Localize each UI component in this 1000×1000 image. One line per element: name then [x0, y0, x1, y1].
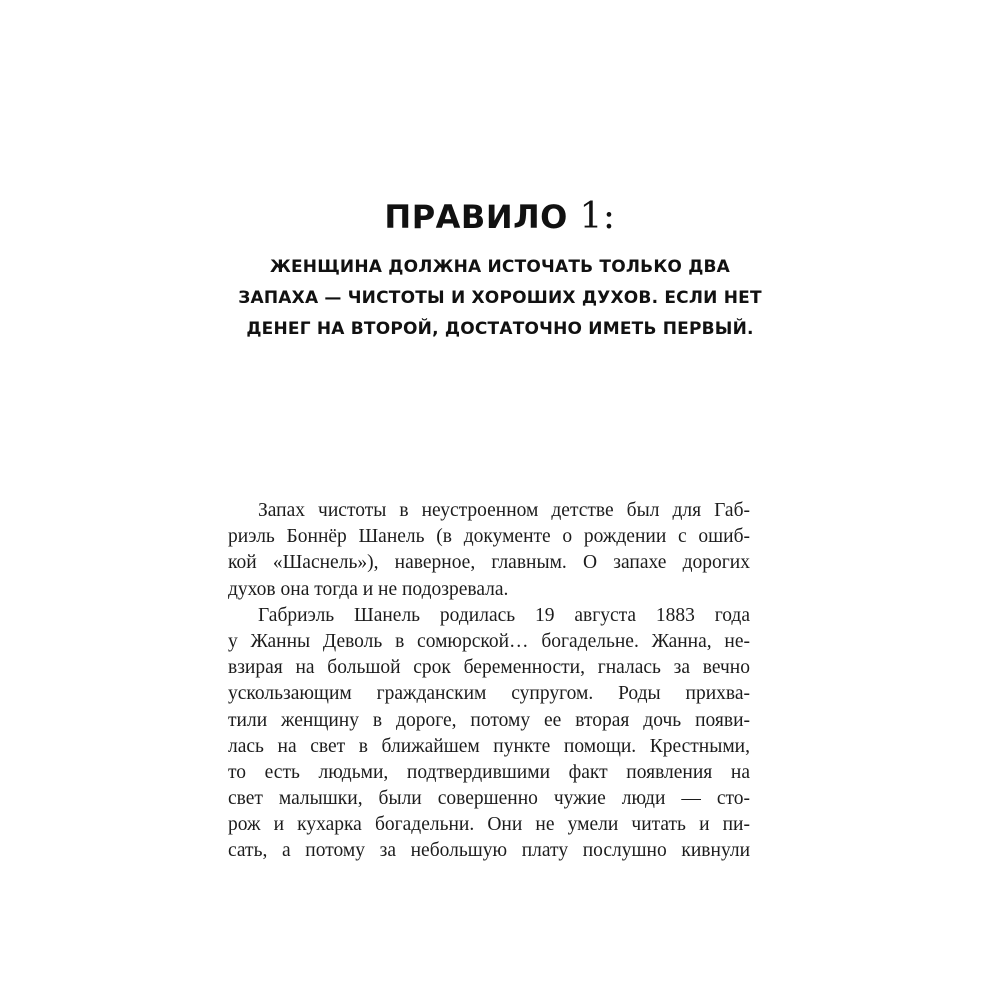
rule-quote	[200, 252, 800, 345]
body-line: риэль Боннёр Шанель (в документе о рождении с ошиб-	[228, 526, 750, 548]
body-line: то есть людьми, подтвердившими факт появления на	[228, 761, 750, 783]
body-line: лась на свет в ближайшем пункте помощи. Крестными,	[228, 735, 750, 757]
rule-heading	[0, 196, 1000, 237]
rule-title-word: ПРАВИЛО	[384, 198, 568, 236]
rule-quote-line: ЖЕНЩИНА ДОЛЖНА ИСТОЧАТЬ ТОЛЬКО ДВА	[269, 257, 731, 277]
rule-quote-line: ДЕНЕГ НА ВТОРОЙ, ДОСТАТОЧНО ИМЕТЬ ПЕРВЫЙ.	[246, 319, 754, 339]
body-line: рож и кухарка богадельни. Они не умели читать и пи-	[228, 814, 750, 836]
body-line: ускользающим гражданским супругом. Роды прихва-	[228, 683, 750, 705]
body-line: сать, а потому за небольшую плату послушно кивнули	[228, 840, 750, 862]
body-line: свет малышки, были совершенно чужие люди — сто-	[228, 788, 750, 810]
body-line: духов она тогда и не подозревала.	[228, 578, 509, 600]
body-line: кой «Шаснель»), наверное, главным. О запахе дорогих	[228, 552, 750, 574]
body-paragraphs	[228, 498, 750, 865]
body-line: взирая на большой срок беременности, гналась за вечно	[228, 657, 750, 679]
body-line: Габриэль Шанель родилась 19 августа 1883 года	[258, 604, 750, 626]
body-line: у Жанны Деволь в сомюрской… богадельне. Жанна, не-	[228, 630, 750, 652]
rule-title-number: 1:	[579, 196, 616, 237]
rule-quote-line: ЗАПАХА — ЧИСТОТЫ И ХОРОШИХ ДУХОВ. ЕСЛИ НЕТ	[238, 288, 762, 308]
body-line: тили женщину в дороге, потому ее вторая дочь появи-	[228, 709, 750, 731]
body-line: Запах чистоты в неустроенном детстве был для Габ-	[258, 500, 750, 521]
